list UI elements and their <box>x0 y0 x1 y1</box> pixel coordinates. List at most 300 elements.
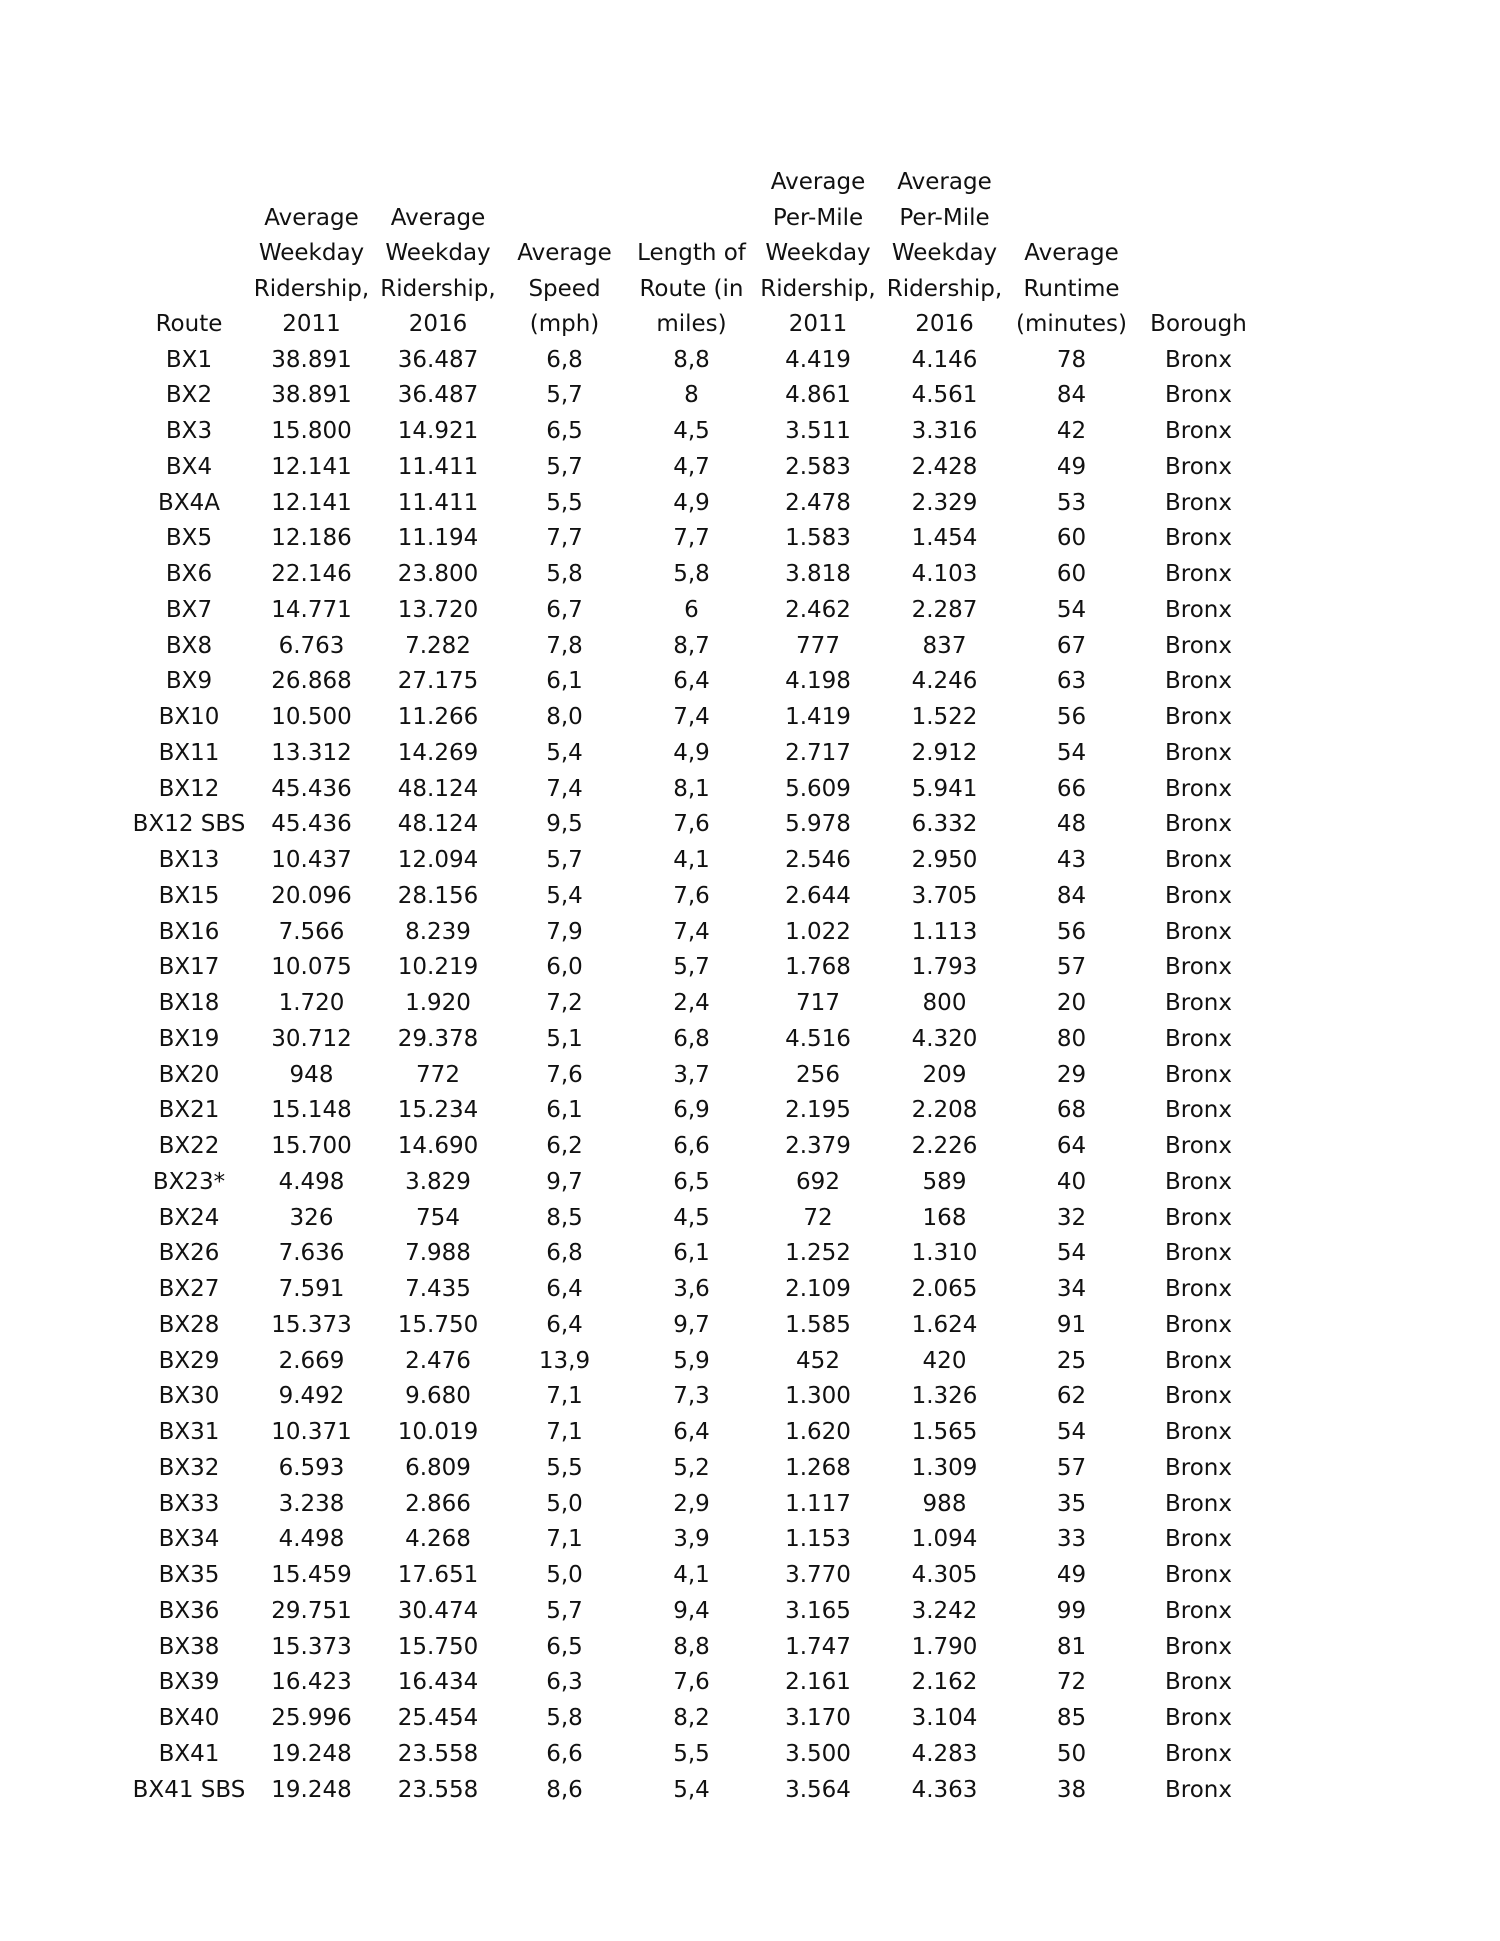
cell-ridership-2016: 27.175 <box>397 668 479 695</box>
cell-borough: Bronx <box>1165 1204 1232 1231</box>
cell-route: BX38 <box>158 1633 220 1660</box>
header-row <box>130 165 1262 343</box>
cell-per-mile-2011: 2.462 <box>785 596 851 623</box>
header-line: Runtime <box>1023 275 1120 302</box>
table-row <box>130 1129 1262 1165</box>
cell-per-mile-2016: 420 <box>922 1347 967 1374</box>
cell-per-mile-2011: 5.978 <box>785 811 851 838</box>
cell-ridership-2011: 3.238 <box>278 1490 345 1517</box>
cell-ridership-2011: 6.593 <box>278 1454 345 1481</box>
cell-average-runtime: 50 <box>1056 1740 1087 1767</box>
table-row <box>130 1201 1262 1237</box>
cell-route-length: 4,1 <box>673 847 710 873</box>
cell-average-runtime: 34 <box>1056 1276 1087 1302</box>
cell-average-speed: 5,7 <box>546 1597 583 1624</box>
cell-average-speed: 6,4 <box>546 1276 583 1302</box>
cell-route-length: 8,1 <box>673 775 710 802</box>
table-row <box>130 486 1262 522</box>
cell-per-mile-2016: 4.320 <box>911 1025 978 1052</box>
cell-route-length: 6,6 <box>673 1133 710 1159</box>
cell-route: BX35 <box>158 1562 220 1588</box>
cell-ridership-2011: 12.186 <box>271 525 352 552</box>
cell-ridership-2016: 7.282 <box>405 632 471 659</box>
cell-route: BX36 <box>158 1597 220 1624</box>
cell-route: BX39 <box>158 1669 220 1696</box>
header-ridership-2011 <box>248 165 375 343</box>
cell-borough: Bronx <box>1165 1705 1232 1731</box>
cell-route: BX41 SBS <box>132 1776 246 1803</box>
cell-borough: Bronx <box>1165 1633 1232 1660</box>
cell-average-runtime: 57 <box>1056 1454 1087 1481</box>
cell-route: BX34 <box>158 1526 220 1553</box>
cell-average-runtime: 20 <box>1056 990 1087 1016</box>
table-row <box>130 1022 1262 1058</box>
cell-ridership-2016: 48.124 <box>397 811 479 838</box>
header-route <box>130 165 248 343</box>
table-row <box>130 879 1262 915</box>
cell-ridership-2011: 22.146 <box>271 561 352 587</box>
cell-per-mile-2016: 1.094 <box>911 1526 978 1553</box>
cell-ridership-2011: 45.436 <box>271 775 352 802</box>
cell-average-speed: 8,0 <box>546 704 583 730</box>
cell-average-speed: 5,4 <box>546 739 583 766</box>
header-line: Average <box>897 169 992 195</box>
cell-average-speed: 7,6 <box>546 1061 583 1088</box>
cell-borough: Bronx <box>1165 847 1232 873</box>
header-line: Ridership, <box>380 275 496 302</box>
cell-ridership-2011: 15.459 <box>271 1562 352 1588</box>
cell-ridership-2011: 25.996 <box>271 1705 352 1731</box>
cell-average-runtime: 99 <box>1056 1597 1087 1624</box>
cell-ridership-2016: 14.269 <box>397 739 479 766</box>
header-line: Borough <box>1150 311 1247 337</box>
cell-borough: Bronx <box>1165 1097 1232 1124</box>
cell-ridership-2016: 28.156 <box>397 882 479 909</box>
cell-route-length: 6,4 <box>673 1419 710 1445</box>
cell-borough: Bronx <box>1165 1168 1232 1195</box>
cell-average-runtime: 63 <box>1056 668 1087 695</box>
cell-ridership-2011: 7.591 <box>278 1276 345 1302</box>
cell-ridership-2016: 29.378 <box>397 1025 479 1052</box>
header-average-runtime <box>1008 165 1135 343</box>
cell-average-runtime: 54 <box>1056 596 1087 623</box>
cell-route-length: 8,8 <box>673 1633 710 1660</box>
cell-borough: Bronx <box>1165 1669 1232 1696</box>
cell-route-length: 6 <box>684 596 699 623</box>
cell-route-length: 7,6 <box>673 882 710 909</box>
table-row <box>130 1773 1262 1809</box>
cell-average-speed: 6,2 <box>546 1133 583 1159</box>
cell-average-runtime: 56 <box>1056 918 1087 945</box>
table-row <box>130 986 1262 1022</box>
cell-ridership-2016: 48.124 <box>397 775 479 802</box>
cell-per-mile-2016: 988 <box>922 1490 967 1517</box>
cell-route-length: 8 <box>684 382 699 409</box>
cell-per-mile-2016: 2.912 <box>911 739 978 766</box>
cell-average-speed: 7,8 <box>546 632 583 659</box>
cell-average-speed: 6,7 <box>546 596 583 623</box>
cell-ridership-2016: 11.411 <box>397 489 479 516</box>
cell-ridership-2011: 38.891 <box>271 346 352 373</box>
cell-per-mile-2011: 3.165 <box>785 1597 851 1624</box>
cell-ridership-2016: 7.435 <box>405 1276 471 1302</box>
cell-ridership-2016: 10.019 <box>397 1419 479 1445</box>
cell-ridership-2016: 23.558 <box>397 1776 479 1803</box>
cell-borough: Bronx <box>1165 1490 1232 1517</box>
cell-ridership-2011: 15.700 <box>271 1133 352 1159</box>
cell-ridership-2016: 36.487 <box>397 346 479 373</box>
cell-route-length: 5,9 <box>673 1347 710 1374</box>
cell-per-mile-2016: 168 <box>922 1204 967 1231</box>
header-line: Weekday <box>385 240 491 266</box>
header-line: (mph) <box>529 311 600 337</box>
cell-borough: Bronx <box>1165 739 1232 766</box>
cell-ridership-2011: 15.800 <box>271 418 352 444</box>
header-line: Ridership, <box>886 275 1003 302</box>
cell-ridership-2011: 10.371 <box>271 1419 352 1445</box>
cell-ridership-2011: 19.248 <box>271 1740 352 1767</box>
table-row <box>130 1701 1262 1737</box>
cell-route: BX12 <box>158 775 220 802</box>
cell-per-mile-2016: 4.246 <box>911 668 978 695</box>
cell-route: BX13 <box>158 847 220 873</box>
header-line: Weekday <box>765 240 871 266</box>
cell-ridership-2016: 1.920 <box>405 990 471 1016</box>
cell-average-speed: 5,7 <box>546 453 583 480</box>
cell-per-mile-2016: 837 <box>922 632 967 659</box>
cell-average-runtime: 38 <box>1056 1776 1087 1803</box>
cell-average-speed: 5,5 <box>546 489 583 516</box>
cell-borough: Bronx <box>1165 1383 1232 1410</box>
bus-route-table <box>130 165 1262 1808</box>
header-line: 2016 <box>408 311 468 337</box>
cell-route: BX23* <box>152 1168 226 1195</box>
table-row <box>130 593 1262 629</box>
table-row <box>130 521 1262 557</box>
cell-average-runtime: 40 <box>1056 1168 1087 1195</box>
table-body <box>130 343 1262 1809</box>
cell-ridership-2016: 4.268 <box>405 1526 471 1553</box>
cell-per-mile-2011: 2.195 <box>785 1097 851 1124</box>
cell-ridership-2016: 13.720 <box>397 596 479 623</box>
cell-borough: Bronx <box>1165 1347 1232 1374</box>
header-line: Route <box>155 311 223 337</box>
cell-borough: Bronx <box>1165 489 1232 516</box>
header-per-mile-2011 <box>755 165 881 343</box>
cell-per-mile-2016: 2.287 <box>911 596 978 623</box>
cell-per-mile-2011: 2.583 <box>785 453 851 480</box>
table-row <box>130 1093 1262 1129</box>
cell-borough: Bronx <box>1165 596 1232 623</box>
header-per-mile-2016 <box>881 165 1008 343</box>
cell-average-runtime: 84 <box>1056 882 1087 909</box>
cell-borough: Bronx <box>1165 418 1232 444</box>
cell-ridership-2016: 25.454 <box>397 1705 479 1731</box>
cell-average-runtime: 91 <box>1056 1311 1087 1338</box>
cell-route-length: 5,2 <box>673 1454 710 1481</box>
header-line: Per-Mile <box>772 204 864 231</box>
cell-ridership-2016: 14.921 <box>397 418 479 444</box>
header-line: Weekday <box>891 240 998 266</box>
cell-per-mile-2011: 3.818 <box>785 561 851 587</box>
cell-per-mile-2016: 4.305 <box>911 1562 978 1588</box>
cell-borough: Bronx <box>1165 632 1232 659</box>
cell-borough: Bronx <box>1165 1740 1232 1767</box>
table-row <box>130 772 1262 808</box>
cell-per-mile-2016: 4.103 <box>911 561 978 587</box>
table-row <box>130 1165 1262 1201</box>
cell-route-length: 9,4 <box>673 1597 710 1624</box>
cell-route: BX7 <box>165 596 213 623</box>
header-line: Per-Mile <box>899 204 990 231</box>
cell-route-length: 7,3 <box>673 1383 710 1410</box>
cell-route: BX8 <box>165 632 213 659</box>
cell-ridership-2011: 4.498 <box>278 1526 345 1553</box>
cell-route: BX18 <box>158 990 220 1016</box>
cell-route: BX40 <box>158 1705 220 1731</box>
cell-average-speed: 8,6 <box>546 1776 583 1803</box>
cell-per-mile-2011: 777 <box>796 632 840 659</box>
cell-per-mile-2011: 452 <box>796 1347 840 1374</box>
cell-route-length: 7,4 <box>673 704 710 730</box>
cell-average-speed: 13,9 <box>538 1347 591 1374</box>
header-line: 2011 <box>788 311 848 337</box>
cell-average-runtime: 54 <box>1056 1419 1087 1445</box>
cell-average-runtime: 56 <box>1056 704 1087 730</box>
table-row <box>130 450 1262 486</box>
cell-ridership-2011: 12.141 <box>271 453 352 480</box>
cell-borough: Bronx <box>1165 1526 1232 1553</box>
cell-route: BX21 <box>158 1097 220 1124</box>
header-ridership-2016 <box>375 165 501 343</box>
header-line: Average <box>264 204 359 231</box>
cell-ridership-2011: 9.492 <box>278 1383 345 1410</box>
cell-per-mile-2011: 3.770 <box>785 1562 851 1588</box>
cell-route: BX11 <box>158 739 220 766</box>
cell-per-mile-2011: 692 <box>796 1168 840 1195</box>
cell-per-mile-2016: 1.565 <box>911 1419 978 1445</box>
table-row <box>130 1272 1262 1308</box>
cell-route: BX22 <box>158 1133 220 1159</box>
cell-per-mile-2011: 2.546 <box>785 847 851 873</box>
cell-route-length: 8,2 <box>673 1705 710 1731</box>
cell-ridership-2011: 16.423 <box>271 1669 352 1696</box>
cell-average-runtime: 43 <box>1056 847 1087 873</box>
cell-borough: Bronx <box>1165 704 1232 730</box>
cell-route-length: 3,7 <box>673 1061 710 1088</box>
cell-per-mile-2011: 3.564 <box>785 1776 851 1803</box>
cell-average-runtime: 84 <box>1056 382 1087 409</box>
cell-per-mile-2016: 589 <box>922 1168 967 1195</box>
cell-ridership-2011: 10.075 <box>271 954 352 981</box>
cell-per-mile-2011: 1.252 <box>785 1240 851 1267</box>
cell-ridership-2011: 4.498 <box>278 1168 345 1195</box>
table-row <box>130 1308 1262 1344</box>
cell-average-runtime: 60 <box>1056 525 1087 552</box>
cell-ridership-2016: 17.651 <box>397 1562 479 1588</box>
cell-borough: Bronx <box>1165 1597 1232 1624</box>
cell-average-runtime: 57 <box>1056 954 1087 981</box>
cell-ridership-2011: 14.771 <box>271 596 352 623</box>
cell-average-speed: 5,4 <box>546 882 583 909</box>
cell-borough: Bronx <box>1165 525 1232 552</box>
cell-borough: Bronx <box>1165 1133 1232 1159</box>
header-line: (minutes) <box>1015 311 1128 337</box>
cell-ridership-2011: 20.096 <box>271 882 352 909</box>
cell-route-length: 5,7 <box>673 954 710 981</box>
cell-per-mile-2016: 4.363 <box>911 1776 978 1803</box>
table-row <box>130 1058 1262 1094</box>
cell-ridership-2016: 16.434 <box>397 1669 479 1696</box>
cell-average-speed: 6,4 <box>546 1311 583 1338</box>
cell-route-length: 7,4 <box>673 918 710 945</box>
cell-route-length: 7,6 <box>673 1669 710 1696</box>
cell-per-mile-2011: 2.644 <box>785 882 851 909</box>
cell-ridership-2011: 12.141 <box>271 489 352 516</box>
cell-per-mile-2016: 5.941 <box>911 775 978 802</box>
cell-average-speed: 6,5 <box>546 1633 583 1660</box>
cell-per-mile-2016: 1.326 <box>911 1383 978 1410</box>
cell-ridership-2016: 14.690 <box>397 1133 479 1159</box>
cell-average-speed: 5,0 <box>546 1562 583 1588</box>
cell-route-length: 9,7 <box>673 1311 710 1338</box>
cell-per-mile-2016: 1.522 <box>911 704 978 730</box>
cell-ridership-2016: 10.219 <box>397 954 479 981</box>
cell-ridership-2016: 11.194 <box>397 525 479 552</box>
cell-ridership-2016: 15.234 <box>397 1097 479 1124</box>
cell-ridership-2011: 7.566 <box>278 918 345 945</box>
cell-average-runtime: 25 <box>1056 1347 1087 1374</box>
cell-per-mile-2016: 3.242 <box>911 1597 978 1624</box>
table-row <box>130 950 1262 986</box>
table-row <box>130 557 1262 593</box>
cell-average-speed: 6,8 <box>546 1240 583 1267</box>
cell-borough: Bronx <box>1165 1311 1232 1338</box>
cell-per-mile-2011: 1.022 <box>785 918 851 945</box>
cell-per-mile-2011: 4.861 <box>785 382 851 409</box>
cell-per-mile-2016: 4.283 <box>911 1740 978 1767</box>
cell-ridership-2016: 12.094 <box>397 847 479 873</box>
cell-borough: Bronx <box>1165 954 1232 981</box>
cell-route-length: 6,1 <box>673 1240 710 1267</box>
cell-route-length: 4,9 <box>673 489 710 516</box>
cell-route-length: 4,5 <box>673 1204 710 1231</box>
cell-average-runtime: 67 <box>1056 632 1087 659</box>
cell-average-speed: 6,5 <box>546 418 583 444</box>
cell-ridership-2016: 23.558 <box>397 1740 479 1767</box>
cell-per-mile-2016: 1.454 <box>911 525 978 552</box>
cell-per-mile-2016: 1.793 <box>911 954 978 981</box>
cell-route: BX33 <box>158 1490 220 1517</box>
cell-per-mile-2016: 1.309 <box>911 1454 978 1481</box>
cell-average-runtime: 54 <box>1056 739 1087 766</box>
cell-ridership-2011: 6.763 <box>278 632 345 659</box>
cell-route-length: 5,5 <box>673 1740 710 1767</box>
cell-borough: Bronx <box>1165 1025 1232 1052</box>
header-line: Length of <box>637 240 746 266</box>
cell-per-mile-2011: 2.717 <box>785 739 851 766</box>
cell-route-length: 8,7 <box>673 632 710 659</box>
cell-per-mile-2011: 256 <box>796 1061 840 1088</box>
cell-route-length: 2,9 <box>673 1490 710 1517</box>
cell-borough: Bronx <box>1165 1419 1232 1445</box>
header-average-speed <box>501 165 628 343</box>
table-header <box>130 165 1262 343</box>
cell-route: BX12 SBS <box>132 811 246 838</box>
cell-average-runtime: 72 <box>1056 1669 1087 1696</box>
cell-average-speed: 7,7 <box>546 525 583 552</box>
cell-borough: Bronx <box>1165 1562 1232 1588</box>
table-row <box>130 664 1262 700</box>
cell-borough: Bronx <box>1165 1454 1232 1481</box>
header-borough <box>1135 165 1262 343</box>
cell-per-mile-2016: 2.208 <box>911 1097 978 1124</box>
cell-borough: Bronx <box>1165 882 1232 909</box>
cell-ridership-2011: 10.437 <box>271 847 352 873</box>
cell-route: BX20 <box>158 1061 220 1088</box>
cell-ridership-2011: 26.868 <box>271 668 352 695</box>
cell-per-mile-2011: 2.379 <box>785 1133 851 1159</box>
cell-route-length: 4,9 <box>673 739 710 766</box>
cell-per-mile-2016: 4.146 <box>911 346 978 373</box>
header-line: Ridership, <box>253 275 370 302</box>
cell-ridership-2011: 2.669 <box>278 1347 345 1374</box>
cell-average-speed: 6,1 <box>546 1097 583 1124</box>
cell-ridership-2011: 10.500 <box>271 704 352 730</box>
cell-per-mile-2016: 3.316 <box>911 418 978 444</box>
table-row <box>130 736 1262 772</box>
cell-average-speed: 5,5 <box>546 1454 583 1481</box>
header-line: 2016 <box>915 311 974 337</box>
cell-per-mile-2011: 1.300 <box>785 1383 851 1410</box>
cell-ridership-2011: 1.720 <box>278 990 345 1016</box>
cell-per-mile-2011: 1.768 <box>785 954 851 981</box>
cell-per-mile-2016: 4.561 <box>911 382 978 409</box>
cell-per-mile-2016: 2.329 <box>911 489 978 516</box>
cell-average-runtime: 29 <box>1056 1061 1087 1088</box>
cell-ridership-2016: 3.829 <box>405 1168 471 1195</box>
cell-route-length: 4,7 <box>673 453 710 480</box>
cell-per-mile-2016: 2.065 <box>911 1276 978 1302</box>
cell-per-mile-2016: 2.226 <box>911 1133 978 1159</box>
cell-route-length: 6,9 <box>673 1097 710 1124</box>
cell-route-length: 4,1 <box>673 1562 710 1588</box>
table-row <box>130 915 1262 951</box>
cell-route: BX28 <box>158 1311 220 1338</box>
cell-average-speed: 5,1 <box>546 1025 583 1052</box>
cell-route: BX4 <box>165 453 213 480</box>
cell-average-speed: 7,1 <box>546 1526 583 1553</box>
cell-average-speed: 6,0 <box>546 954 583 981</box>
cell-borough: Bronx <box>1165 1240 1232 1267</box>
cell-ridership-2016: 754 <box>416 1204 460 1231</box>
cell-per-mile-2016: 2.950 <box>911 847 978 873</box>
table-row <box>130 378 1262 414</box>
cell-route: BX16 <box>158 918 220 945</box>
header-line: Average <box>390 204 486 231</box>
cell-average-runtime: 64 <box>1056 1133 1087 1159</box>
cell-ridership-2016: 8.239 <box>405 918 471 945</box>
cell-per-mile-2011: 5.609 <box>785 775 851 802</box>
cell-average-speed: 7,4 <box>546 775 583 802</box>
cell-borough: Bronx <box>1165 775 1232 802</box>
cell-per-mile-2011: 2.478 <box>785 489 851 516</box>
cell-route-length: 5,8 <box>673 561 710 587</box>
cell-average-runtime: 78 <box>1056 346 1087 373</box>
cell-ridership-2016: 36.487 <box>397 382 479 409</box>
cell-ridership-2011: 30.712 <box>271 1025 352 1052</box>
cell-per-mile-2016: 1.113 <box>911 918 978 945</box>
